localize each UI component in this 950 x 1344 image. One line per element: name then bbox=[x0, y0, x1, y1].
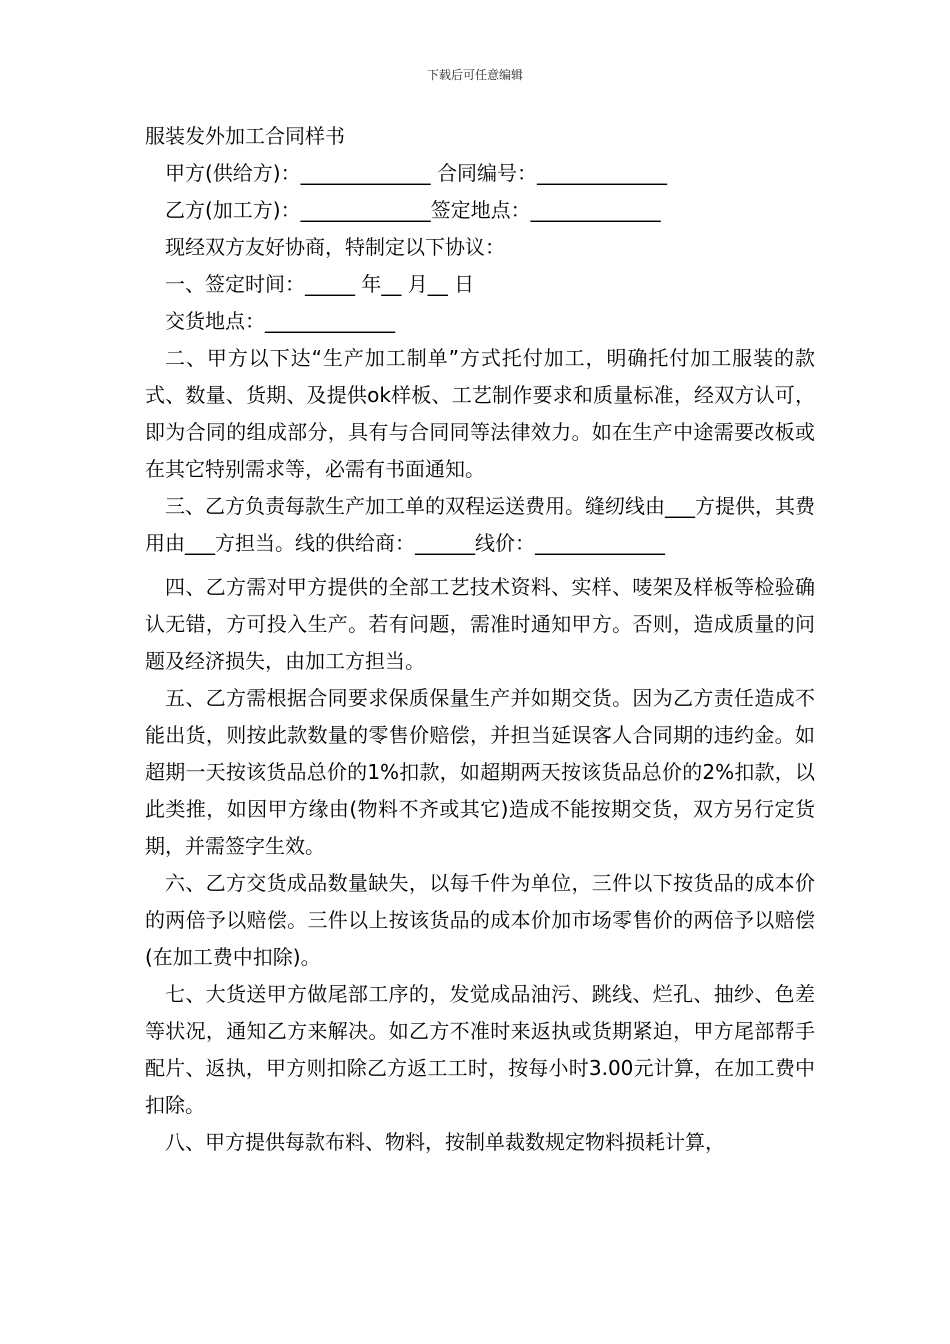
document-body bbox=[145, 118, 815, 1161]
clause-3: 三、乙方负责每款生产加工单的双程运送费用。缝纫线由___方提供，其费用由___方担当。线的供给商：______线价：_____________ bbox=[145, 494, 815, 555]
document-title: 服装发外加工合同样书 bbox=[145, 124, 345, 148]
clause-5: 五、乙方需根据合同要求保质保量生产并如期交货。因为乙方责任造成不能出货，则按此款数量的零售价赔偿，并担当延误客人合同期的违约金。如超期一天按该货品总价的1%扣款，如超期两天按该货品总价的2%扣款，以此类推，如因甲方缘由(物料不齐或其它)造成不能按期交货，双方另行定货期，并需签字生效。 bbox=[145, 686, 815, 858]
clause-4: 四、乙方需对甲方提供的全部工艺技术资料、实样、唛架及样板等检验确认无错，方可投入生产。若有问题，需准时通知甲方。否则，造成质量的问题及经济损失，由加工方担当。 bbox=[145, 575, 815, 673]
intro-line: 现经双方友好协商，特制定以下协议： bbox=[165, 235, 505, 259]
delivery-place-line: 交货地点：_____________ bbox=[165, 309, 395, 333]
clause-7: 七、大货送甲方做尾部工序的，发觉成品油污、跳线、烂孔、抽纱、色差等状况，通知乙方来解决。如乙方不准时来返执或货期紧迫，甲方尾部帮手配片、返执，甲方则扣除乙方返工工时，按每小时3.00元计算，在加工费中扣除。 bbox=[145, 982, 815, 1117]
clause-8: 八、甲方提供每款布料、物料，按制单裁数规定物料损耗计算， bbox=[165, 1130, 725, 1154]
clause-2: 二、甲方以下达“生产加工制单”方式托付加工，明确托付加工服装的款式、数量、货期、及提供ok样板、工艺制作要求和质量标准，经双方认可，即为合同的组成部分，具有与合同同等法律效力。如在生产中途需要改板或在其它特别需求等，必需有书面通知。 bbox=[145, 346, 815, 481]
clause-6: 六、乙方交货成品数量缺失，以每千件为单位，三件以下按货品的成本价的两倍予以赔偿。三件以上按该货品的成本价加市场零售价的两倍予以赔偿(在加工费中扣除)。 bbox=[145, 871, 815, 969]
party-b-line: 乙方(加工方)：_____________签定地点：_____________ bbox=[165, 198, 661, 222]
party-a-line: 甲方(供给方)：_____________ 合同编号：_____________ bbox=[165, 161, 667, 185]
page-header: 下载后可任意编辑 bbox=[426, 68, 523, 82]
sign-date-line: 一、签定时间：_____ 年__ 月__ 日 bbox=[165, 272, 475, 296]
